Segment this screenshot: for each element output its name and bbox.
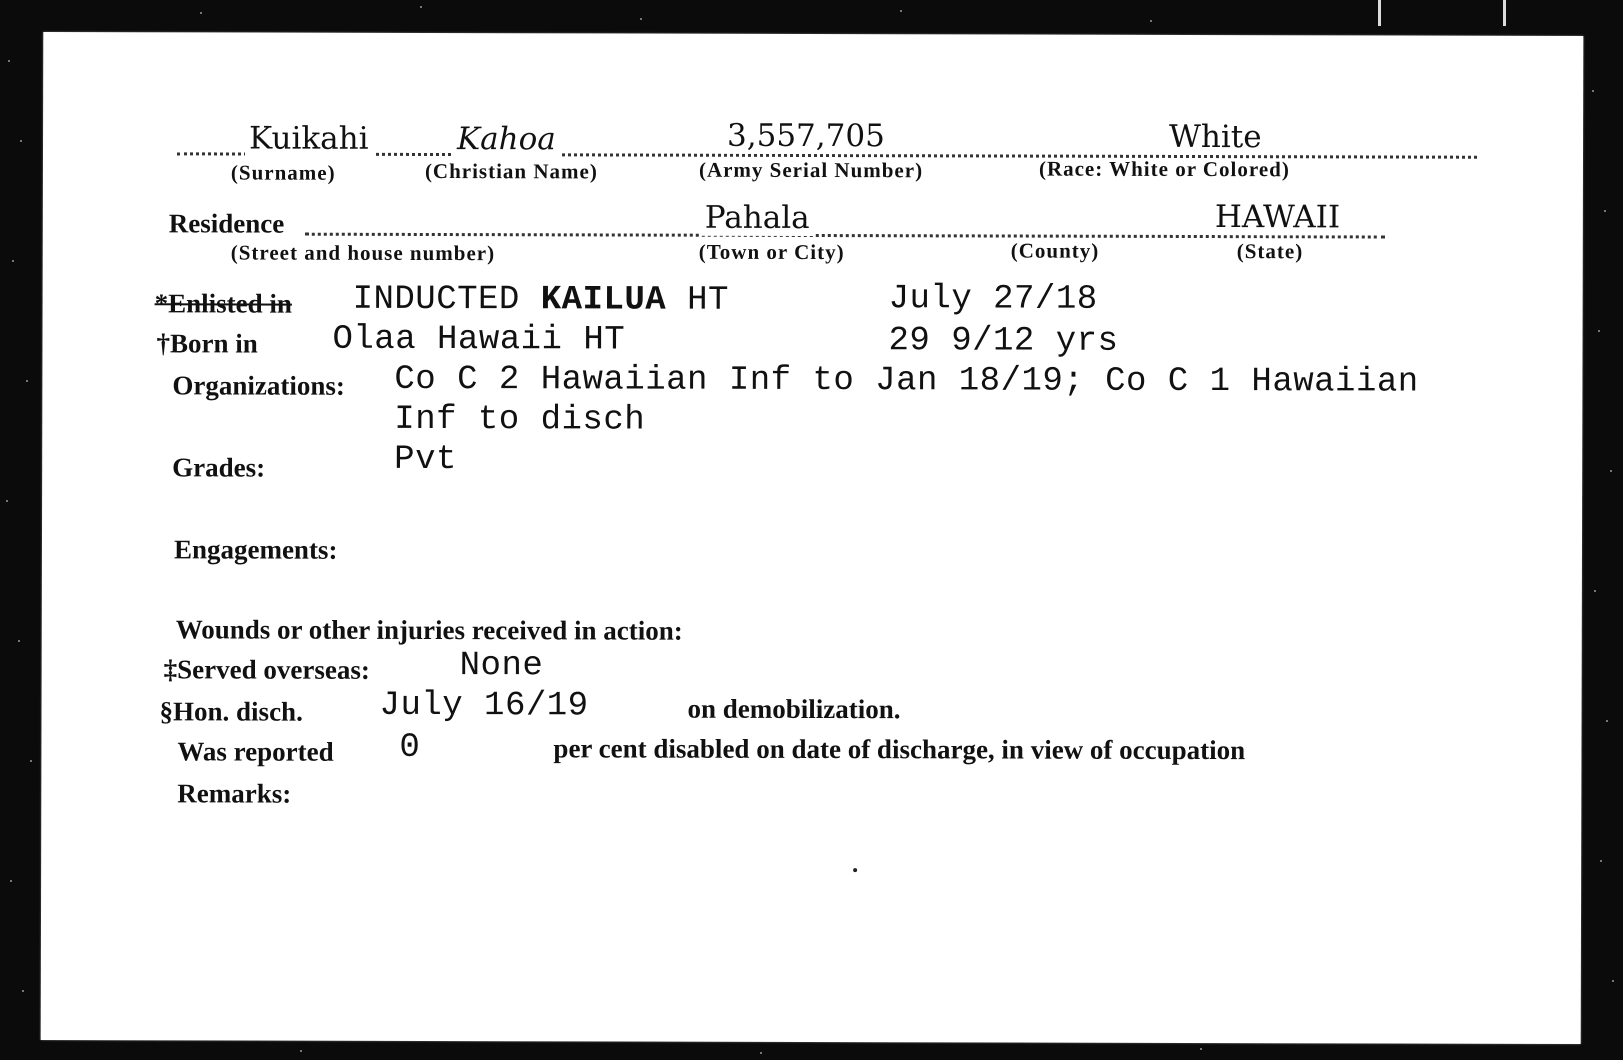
discharge-date: July 16/19 (379, 686, 589, 726)
enlisted-label: *Enlisted in (154, 288, 292, 319)
engagements-label: Engagements: (173, 534, 338, 565)
disability-suffix: per cent disabled on date of discharge, in view of occupation (553, 733, 1246, 766)
surname-value: Kuikahi (245, 121, 373, 157)
born-place: Olaa Hawaii HT (332, 320, 626, 360)
christian-name-caption: (Christian Name) (424, 158, 598, 184)
served-overseas-value: None (459, 647, 544, 686)
state-caption: (State) (1236, 239, 1304, 264)
organizations-line-1: Co C 2 Hawaiian Inf to Jan 18/19; Co C 1 Hawaiian (394, 360, 1419, 402)
enlisted-prefix: INDUCTED (352, 280, 520, 320)
state-value: HAWAII (1211, 199, 1344, 235)
discharge-suffix: on demobilization. (687, 693, 901, 725)
discharge-label: §Hon. disch. (159, 696, 303, 727)
served-overseas-label: ‡Served overseas: (163, 654, 370, 685)
wounds-label: Wounds or other injuries received in action: (175, 614, 683, 646)
organizations-line-2: Inf to disch (394, 400, 646, 440)
residence-label: Residence (168, 208, 285, 239)
born-label: †Born in (156, 328, 258, 359)
enlisted-place: KAILUA (540, 281, 667, 320)
christian-name-value: Kahoa (453, 121, 560, 157)
grades-label: Grades: (172, 452, 266, 483)
street-caption: (Street and house number) (230, 240, 496, 266)
disability-label: Was reported (177, 736, 334, 767)
race-caption: (Race: White or Colored) (1038, 156, 1290, 182)
enlisted-date: July 27/18 (888, 280, 1098, 319)
enlisted-suffix: HT (687, 281, 729, 320)
race-value: White (1165, 119, 1266, 155)
surname-caption: (Surname) (230, 160, 336, 185)
county-caption: (County) (1010, 238, 1100, 263)
disability-percent: 0 (399, 728, 421, 767)
organizations-label: Organizations: (172, 370, 345, 401)
ink-speck (853, 868, 857, 872)
serial-number-value: 3,557,705 (723, 118, 889, 154)
service-record-card (41, 32, 1584, 1044)
grades-value: Pvt (394, 440, 457, 480)
enlisted-value (353, 281, 729, 320)
born-age: 29 9/12 yrs (888, 322, 1119, 361)
town-caption: (Town or City) (698, 239, 845, 265)
serial-number-caption: (Army Serial Number) (698, 157, 924, 183)
remarks-label: Remarks: (177, 778, 292, 809)
town-value: Pahala (701, 200, 814, 236)
